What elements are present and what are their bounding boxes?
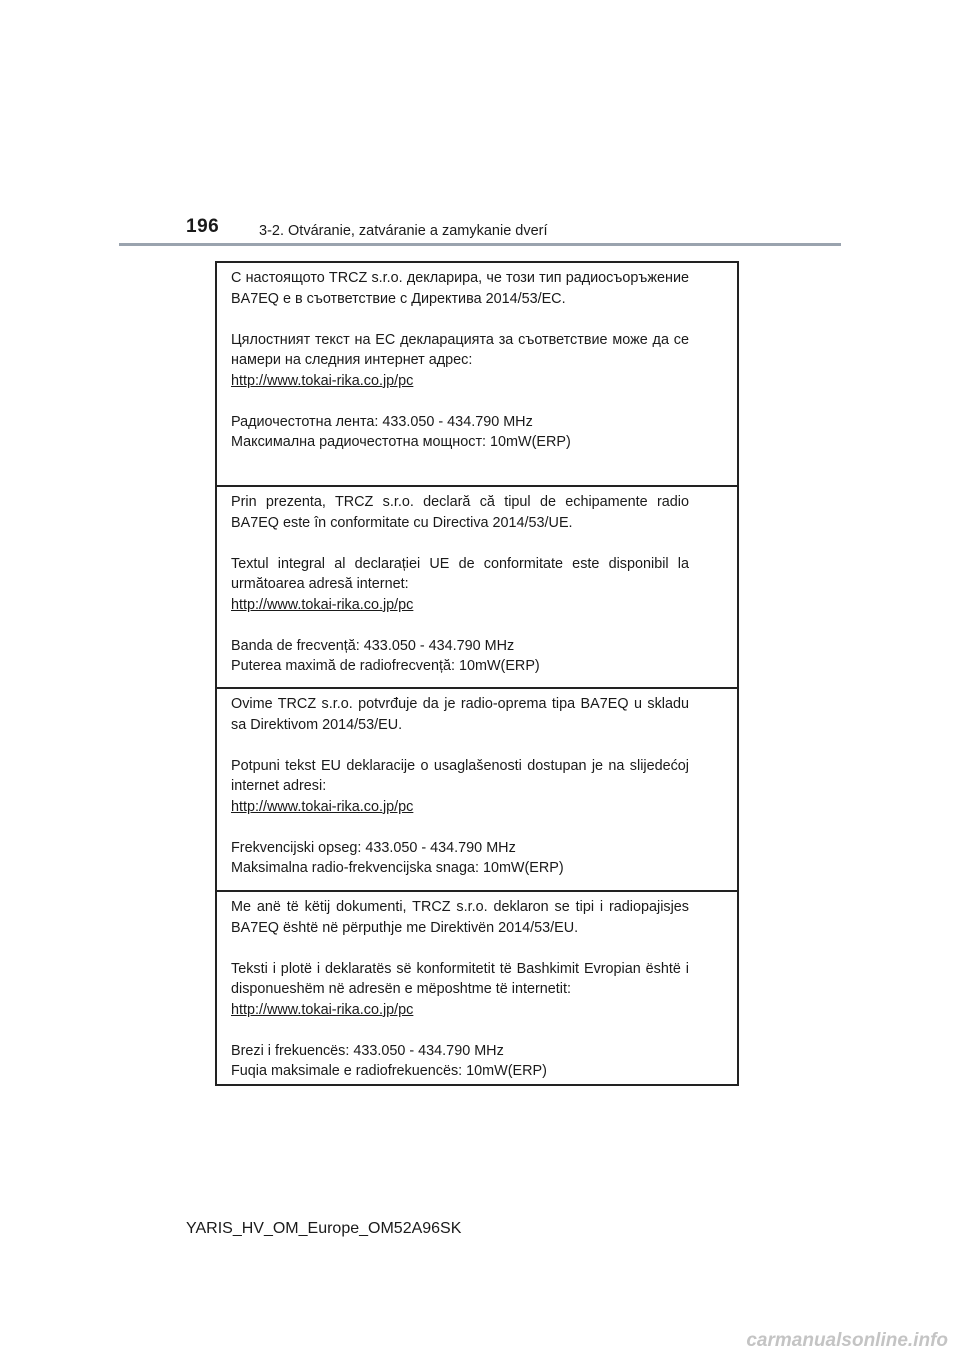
specs-paragraph [231,412,689,453]
declaration-url-link[interactable]: http://www.tokai-rika.co.jp/pc [231,372,414,389]
declaration-url-link[interactable]: http://www.tokai-rika.co.jp/pc [231,1001,414,1018]
specs-paragraph [231,636,689,677]
full-text-note: Teksti i plotë i deklaratës së konformitetit të Bashkimit Evropian është i disponueshëm në adresën e mëposhtme të internetit: [231,960,689,997]
specs-paragraph [231,1041,689,1082]
declaration-panel-bulgarian [217,263,737,485]
declaration-panel-albanian [217,890,737,1084]
full-text-paragraph [231,756,689,818]
frequency-band: Frekvencijski opseg: 433.050 - 434.790 MHz [231,839,516,856]
declaration-url-link[interactable]: http://www.tokai-rika.co.jp/pc [231,798,414,815]
declaration-text: Prin prezenta, TRCZ s.r.o. declară că tipul de echipamente radio BA7EQ este în conformitate cu Directiva 2014/53/UE. [231,494,689,531]
page-number: 196 [186,216,220,237]
full-text-note: Potpuni tekst EU deklaracije o usaglašenosti dostupan je na slijedećoj internet adresi: [231,757,689,794]
frequency-band: Brezi i frekuencës: 433.050 - 434.790 MHz [231,1042,504,1059]
max-power: Maksimalna radio-frekvencijska snaga: 10mW(ERP) [231,860,564,876]
max-power: Puterea maximă de radiofrecvență: 10mW(ERP) [231,658,540,674]
document-code: YARIS_HV_OM_Europe_OM52A96SK [186,1220,462,1237]
frequency-band: Banda de frecvență: 433.050 - 434.790 MHz [231,637,515,654]
declaration-panel-bosnian [217,687,737,890]
frequency-band: Радиочестотна лента: 433.050 - 434.790 MHz [231,413,533,430]
site-watermark: carmanualsonline.info [746,1330,948,1351]
declaration-panel-romanian [217,485,737,687]
header-rule [119,243,841,246]
declaration-url-link[interactable]: http://www.tokai-rika.co.jp/pc [231,596,414,613]
section-title: 3-2. Otváranie, zatváranie a zamykanie dverí [259,223,548,239]
declaration-text: Me anë të këtij dokumenti, TRCZ s.r.o. deklaron se tipi i radiopajisjes BA7EQ është në përputhje me Direktivën 2014/53/EU. [231,899,689,936]
declaration-text: Ovime TRCZ s.r.o. potvrđuje da je radio-oprema tipa BA7EQ u skladu sa Direktivom 2014/53/EU. [231,696,689,733]
full-text-note: Textul integral al declarației UE de conformitate este disponibil la următoarea adresă internet: [231,555,689,592]
max-power: Fuqia maksimale e radiofrekuencës: 10mW(ERP) [231,1063,547,1079]
full-text-paragraph [231,959,689,1021]
max-power: Максимална радиочестотна мощност: 10mW(ERP) [231,434,571,450]
specs-paragraph [231,838,689,879]
full-text-note: Цялостният текст на ЕС декларацията за съответствие може да се намери на следния интернет адрес: [231,331,689,368]
declaration-text: С настоящото TRCZ s.r.o. декларира, че този тип радиосъоръжение BA7EQ е в съответствие с Директива 2014/53/EC. [231,270,689,307]
full-text-paragraph [231,330,689,392]
full-text-paragraph [231,554,689,616]
declarations-box [215,261,739,1086]
